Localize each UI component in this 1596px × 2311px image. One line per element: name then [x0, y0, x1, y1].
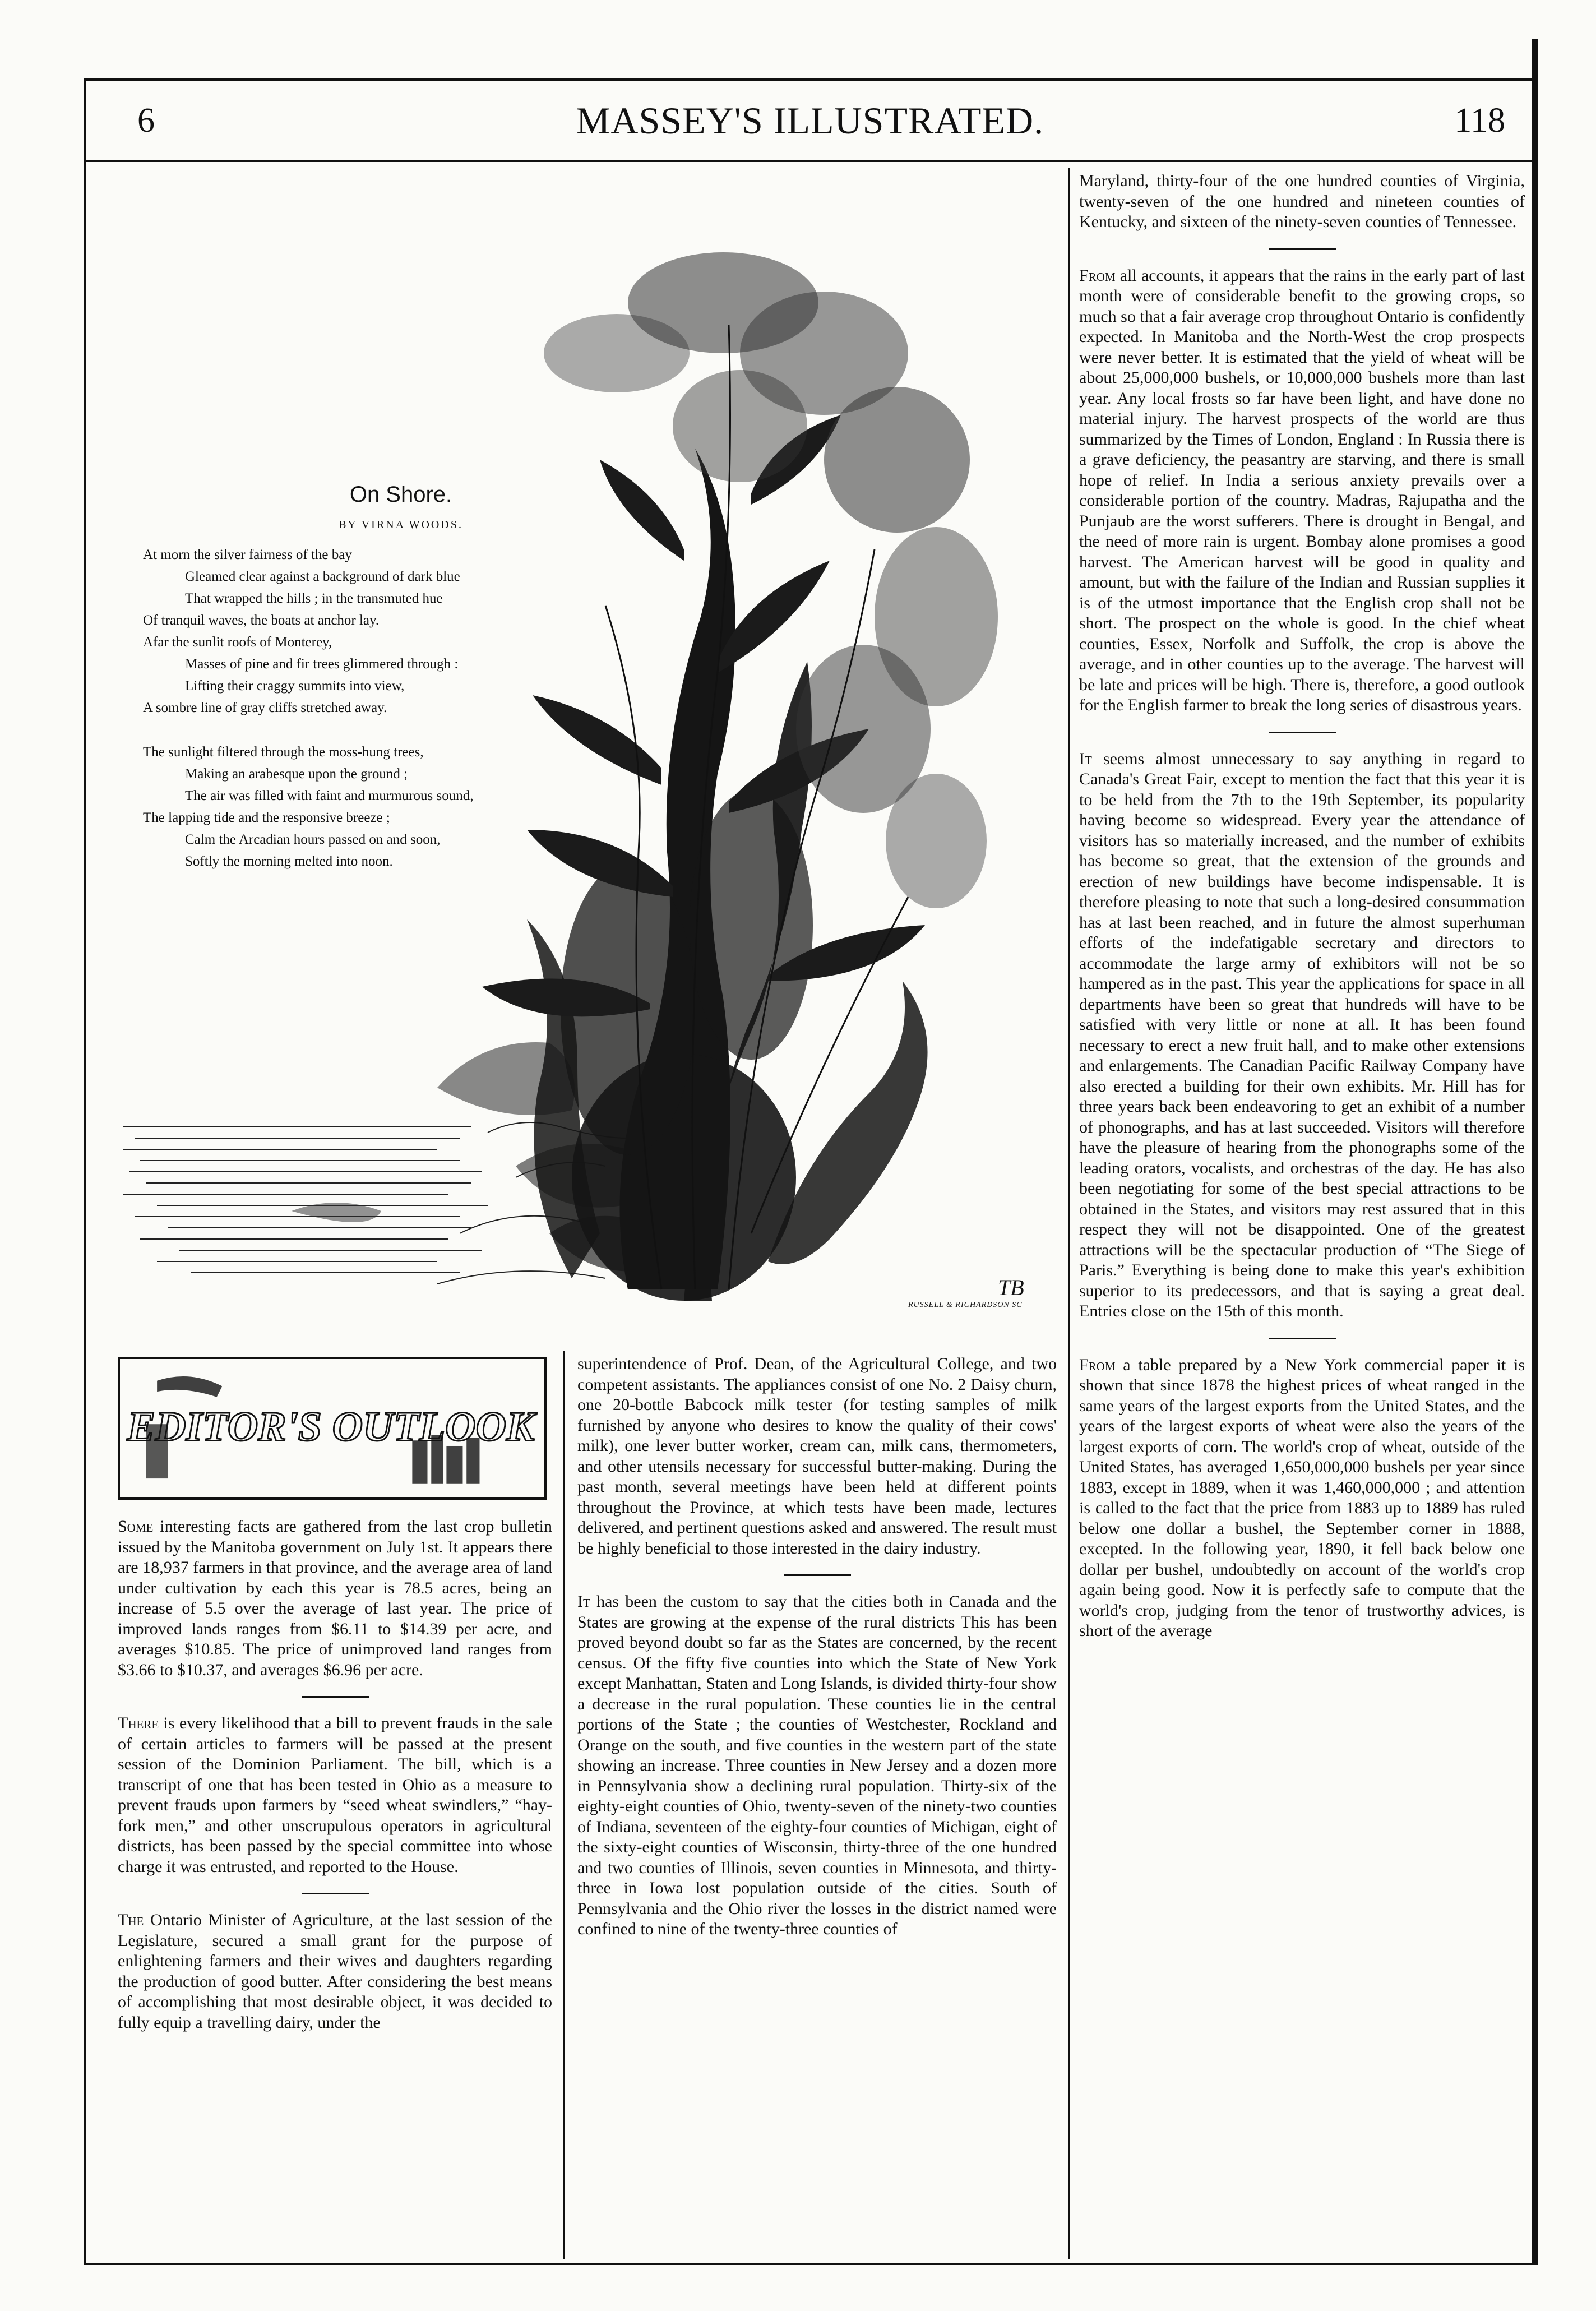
article-paragraph — [1079, 1355, 1525, 1642]
paragraph-lead-word: The — [118, 1911, 144, 1929]
poem-line: At morn the silver fairness of the bay — [143, 547, 352, 562]
poem-line: Afar the sunlit roofs of Monterey, — [143, 635, 332, 650]
masthead-title: MASSEY'S ILLUSTRATED. — [576, 99, 1044, 142]
margin-bar — [1532, 39, 1538, 2265]
paragraph-separator — [302, 1893, 369, 1894]
paragraph-text: interesting facts are gathered from the last crop bulletin issued by the Manitoba government on July 1st. It appears there are 18,937 farmers in that province, and the average area of land under cultivation by each this year is 78.5 acres, being an increase of 5.5 over the average of last year. The price of improved lands ranges from $6.11 to $14.39 per acre, and averages $10.85. The price of unimproved land ranges from $3.66 to $10.37, and averages $6.96 per acre. — [118, 1517, 552, 1679]
article-paragraph — [577, 1354, 1057, 1559]
paragraph-separator — [302, 1696, 369, 1698]
paragraph-text: Maryland, thirty-four of the one hundred counties of Virginia, twenty-seven of the one hundred and nineteen counties of Kentucky, and sixteen of the ninety-seven counties of Tennessee. — [1079, 172, 1525, 231]
poem-line: Of tranquil waves, the boats at anchor lay. — [143, 613, 380, 628]
article-column-middle — [577, 1354, 1057, 2257]
poem-line: Gleamed clear against a background of dark blue — [185, 569, 460, 584]
page-header — [84, 95, 1536, 151]
article-column-right — [1079, 171, 1525, 2257]
page-number-right: 118 — [1454, 101, 1505, 140]
paragraph-lead-word: There — [118, 1714, 159, 1732]
paragraph-lead-word: From — [1079, 1355, 1116, 1374]
page-number-left: 6 — [137, 101, 155, 140]
poem-stanza-1 — [143, 544, 619, 719]
article-paragraph — [118, 1713, 552, 1877]
engraver-monogram: TB — [998, 1275, 1024, 1300]
editors-outlook-heading — [118, 1357, 547, 1500]
poem-line: Lifting their craggy summits into view, — [185, 678, 405, 694]
paragraph-text: has been the custom to say that the cities both in Canada and the States are growing at the expense of the rural districts This has been proved beyond doubt so far as the States are concerned, by the recent census. Of the fifty five counties into which the State of New York except Manhattan, Staten and Long Islands, is divided thirty-four show a decrease in the rural population. These counties lie in the central portions of the State ; the counties of Westchester, Rockland and Orange on the south, and five counties in the western part of the state showing an increase. Three counties in New Jersey and a dozen more in Pennsylvania show a declining rural population. Thirty-six of the eighty-eight counties of Ohio, twenty-seven of the ninety-two counties of Indiana, seventeen of the eighty-four counties of Michigan, eight of the sixty-eight counties of Wisconsin, thirty-three of the one hundred and two counties of Illinois, seven counties in Minnesota, and thirty-three in Iowa lost population outside of the cities. South of Pennsylvania and the Ohio river the losses in the district named were confined to nine of the twenty-three counties of — [577, 1592, 1057, 1938]
article-paragraph — [1079, 749, 1525, 1322]
poem-line: The air was filled with faint and murmurous sound, — [185, 788, 474, 803]
header-rule — [84, 160, 1536, 162]
article-paragraph — [577, 1592, 1057, 1940]
paragraph-lead-word: It — [1079, 749, 1092, 768]
poem-stanza-2 — [143, 741, 619, 872]
poem-on-shore — [143, 482, 619, 872]
article-paragraph — [1079, 266, 1525, 716]
article-column-left — [118, 1517, 552, 2257]
paragraph-separator — [1269, 1338, 1336, 1339]
poem-line: Softly the morning melted into noon. — [185, 854, 393, 869]
outlook-title: EDITOR'S OUTLOOK — [127, 1403, 535, 1450]
poem-line: A sombre line of gray cliffs stretched away. — [143, 700, 387, 715]
article-paragraph — [1079, 171, 1525, 233]
poem-line: That wrapped the hills ; in the transmuted hue — [185, 591, 443, 606]
paragraph-text: a table prepared by a New York commercial paper it is shown that since 1878 the highest prices of wheat ranged in the same years of the largest exports from the United States, and the years of the largest exports of wheat were also the years of the largest exports of corn. The world's crop of wheat, outside of the United States, has averaged 1,650,000,000 bushels per year since 1883, except in 1889, when it was 1,460,000,000 ; and attention is called to the fact that the price from 1883 up to 1889 has ruled below one dollar a bushel, the September corner in 1888, excepted. In the following year, 1890, it fell back below one dollar per bushel, undoubtedly on account of the world's crop again being good. Now it is perfectly safe to compute that the world's crop, judging from the tenor of trustworthy advices, is short of the average — [1079, 1355, 1525, 1640]
paragraph-text: all accounts, it appears that the rains in the early part of last month were of considerable benefit to the growing crops, so much so that a fair average crop throughout Ontario is confidently expected. In Manitoba and the North-West the crop prospects were never better. It is estimated that the yield of wheat will be about 25,000,000 bushels, or 10,000,000 bushels more than last year. Any local frosts so far have been light, and have done no material injury. The harvest prospects of the world are thus summarized by the Times of London, England : In Russia there is a grave deficiency, the peasantry are starving, and there is small hope of relief. In India a serious anxiety prevails over a considerable portion of the country. Madras, Rajupatha and the Punjaub are the worst sufferers. There is drought in Bengal, and the need of more rain is urgent. Bombay alone promises a good harvest. The American harvest will be good in quality and amount, but with the failure of the Indian and Russian supplies it is of the utmost importance that the English crop shall not be short. The prospect on the whole is good. In the chief wheat counties, Essex, Norfolk and Suffolk, the crop is above the average, and in other counties up to the average. The harvest will be late and prices will be high. There is, therefore, a good outlook for the English farmer to break the long series of disastrous years. — [1079, 266, 1525, 714]
poem-title: On Shore. — [349, 482, 452, 507]
paragraph-separator — [784, 1574, 851, 1576]
article-paragraph — [118, 1517, 552, 1680]
paragraph-text: seems almost unnecessary to say anything in regard to Canada's Great Fair, except to mention the fact that this year it is to be held from the 7th to the 19th September, its popularity having become so widespread. Every year the attendance of visitors has so materially increased, and the number of exhibits has become so great, that the extension of the grounds and erection of new buildings have become indispensable. It is therefore pleasing to note that such a long-desired consummation has at last been reached, and in future the almost superhuman efforts of the indefatigable secretary and directors to accommodate the large army of exhibitors will not be so hampered as in the past. This year the applications for space in all departments have been so great that hundreds will have to be satisfied with very little or none at all. It has been found necessary to erect a new fruit hall, and to make other extensions and enlargements. The Canadian Pacific Railway Company have also erected a building for their own exhibits. Mr. Hill has for three years back been endeavoring to get an exhibit of a number of phonographs, and has at last succeeded. Visitors will therefore have the pleasure of hearing from the phonographs some of the leading orators, vocalists, and orchestras of the day. He has also been negotiating for some of the best special attractions to be obtained in the States, and visitors may rest assured that in this respect they will not be disappointed. One of the greatest attractions will be the spectacular production of “The Siege of Paris.” Everything is being done to make this year's exhibition superior to its predecessors, and that is saying a great deal. Entries close on the 15th of this month. — [1079, 749, 1525, 1320]
paragraph-text: superintendence of Prof. Dean, of the Agricultural College, and two competent assistants. The appliances consist of one No. 2 Daisy churn, one 20-bottle Babcock milk tester (for testing samples of milk furnished by anyone who desires to know the quality of their cows' milk), one lever butter worker, cream can, milk cans, thermometers, and other utensils necessary for successful butter-making. During the past month, several meetings have been held at different points throughout the Province, at which tests have been made, lectures delivered, and pertinent questions asked and answered. The result must be highly beneficial to those interested in the dairy industry. — [577, 1355, 1057, 1557]
engraver-credit: RUSSELL & RICHARDSON SC — [908, 1301, 1023, 1309]
paragraph-lead-word: From — [1079, 266, 1116, 285]
paragraph-text: Ontario Minister of Agriculture, at the last session of the Legislature, secured a small grant for the purpose of enlightening farmers and their wives and daughters regarding the production of good butter. After considering the best means of accomplishing that most desirable object, it was decided to fully equip a travelling dairy, under the — [118, 1911, 552, 2032]
column-rule-right — [1068, 168, 1070, 2259]
paragraph-separator — [1269, 732, 1336, 733]
paragraph-text: is every likelihood that a bill to prevent frauds in the sale of certain articles to farmers will be passed at the present session of the Dominion Parliament. The bill, which is a transcript of one that has been tested in Ohio as a measure to prevent frauds upon farmers by “seed wheat swindlers,” “hay-fork men,” and other unscrupulous operators in agricultural districts, has been passed by the special committee into whose charge it was entrusted, and reported to the House. — [118, 1714, 552, 1876]
poem-line: The sunlight filtered through the moss-hung trees, — [143, 745, 424, 760]
paragraph-lead-word: It — [577, 1592, 590, 1611]
poem-author: BY VIRNA WOODS. — [339, 519, 463, 531]
poem-line: Making an arabesque upon the ground ; — [185, 766, 408, 782]
paragraph-separator — [1269, 248, 1336, 250]
poem-line: Calm the Arcadian hours passed on and soon, — [185, 832, 441, 847]
paragraph-lead-word: Some — [118, 1517, 154, 1536]
poem-line: The lapping tide and the responsive breeze ; — [143, 810, 390, 825]
article-paragraph — [118, 1910, 552, 2033]
poem-line: Masses of pine and fir trees glimmered through : — [185, 657, 459, 672]
column-rule-left — [563, 1351, 565, 2259]
